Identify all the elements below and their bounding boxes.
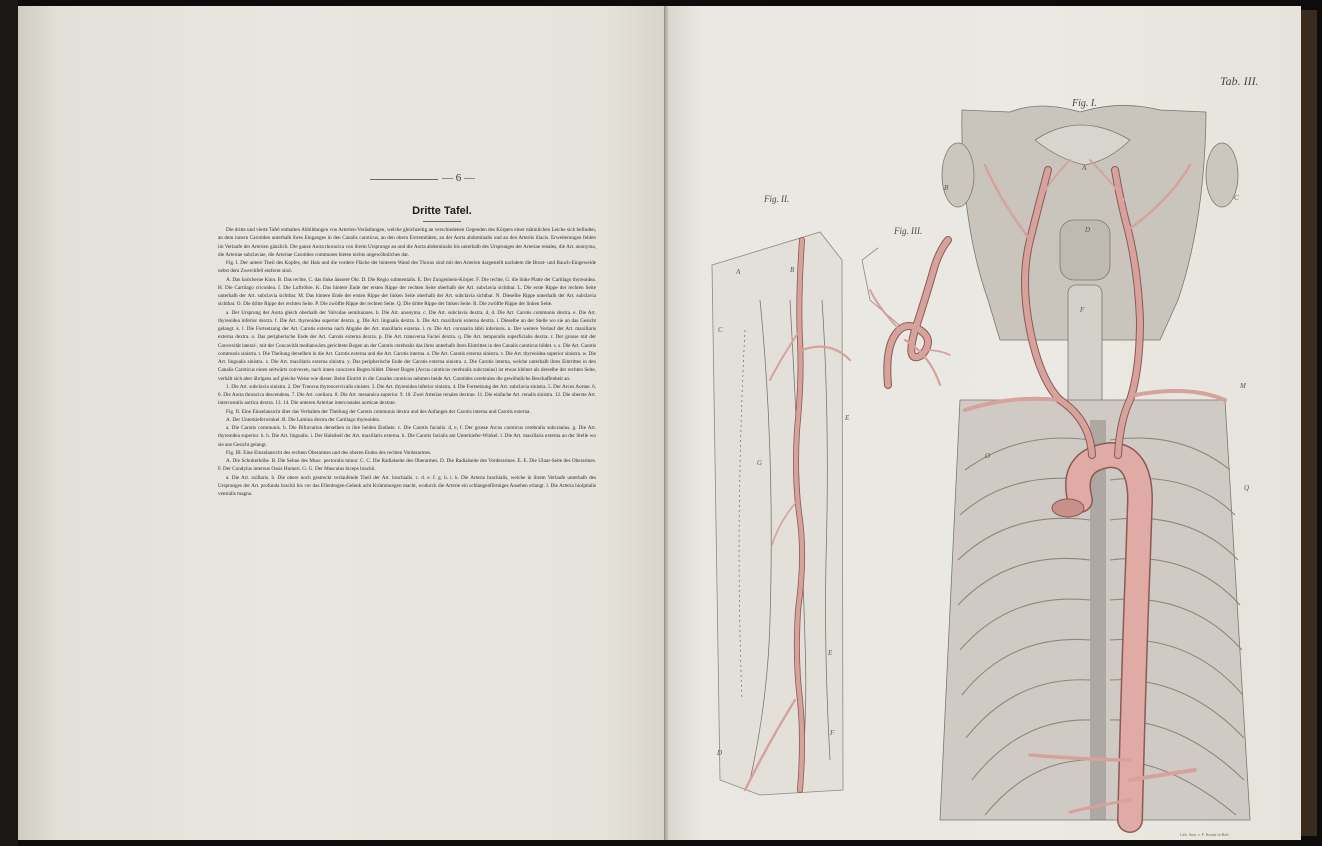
svg-text:O: O — [985, 452, 991, 460]
paragraph-fig3-lowercase: a. Die Art. axillaris. b. Die obere noch gestreckt verlaufende Theil der Art. brachialis. c. d. e. f. g. h. i. k. Die Arteria brachialis, welche in ihrem Verlaufe unterhalb des Ursprunges der Art. profunda brachii bis vor das Ellenbogen-Gelenk acht Krümmungen macht, wodurch die Arterie ein schlangenförmiges Ansehen erlangt. l. Die Arteria hiolpitalis ventralis magna. — [218, 474, 596, 497]
paragraph-fig1-capitals: A. Das knöcherne Kinn. B. Das rechte, C. das linke äussere Ohr. D. Die Regio submentalis. E. Der Zungenbein-Körper. F. Die rechte, G. die linke Platte der Cartilago thyreoidea. H. Die Cartilago cricoidea. I. Die Luftröhre. K. Das hintere Ende der ersten Rippe der rechten Seite oberhalb der Art. subclavia sichtbar. L. Die erste Rippe der rechten Seite unterhalb der Art. subclavia sichtbar. M. Das hintere Ende der ersten Rippe der linken Seite oberhalb der Art. subclavia sichtbar. N. Dieselbe Rippe unterhalb der Art. subclavia sichtbar. O. Die dritte Rippe der rechten Seite. P. Die zwölfte Rippe der rechten Seite. Q. Die dritte Rippe der linken Seite. R. Die zwölfte Rippe der linken Seite. — [218, 276, 596, 308]
svg-text:D: D — [717, 749, 723, 757]
fig2-label: Fig. II. — [764, 194, 790, 204]
paragraph-fig1-numbers: 1. Die Art. subclavia sinistra. 2. Der Truncus thyreocervicalis sinister. 3. Die Art. thyreoidea inferior sinistra. 4. Die Fortsetzung der Art. subclavia sinistra. 5. Der Arcus Aortae. 6. 6. Die Aorta thoracica descendens. 7. Die Art. coeliaca. 8. Die Art. mesaraica superior. 9. 10. Zwei Arteriae renales dextrae. 11. Die einfache Art. renalis sinistra. 12. Die oberste Art. intercostalis aortica dextra. 13. 14. Die unteren Arteriae intercostales aorticae dextrae. — [218, 383, 596, 407]
svg-text:C: C — [1234, 194, 1239, 202]
svg-text:F: F — [830, 729, 835, 737]
svg-text:A: A — [736, 268, 741, 276]
svg-text:G: G — [757, 459, 763, 467]
page-number: — 6 — — [442, 172, 475, 184]
fig3-label: Fig. III. — [894, 226, 923, 236]
paragraph-fig1-title: Fig. I. Der untere Theil des Kopfes, der Hals und die vordere Fläche der hinteren Wand des Thorax sind mit den Arterien dargestellt nachdem die Brust- und Bauch-Eingeweide nebst dem Zwerchfell entfernt sind. — [218, 260, 596, 275]
svg-text:C: C — [718, 326, 723, 334]
svg-text:F: F — [1080, 306, 1085, 314]
svg-text:B: B — [790, 266, 795, 274]
page-heading: Dritte Tafel. — [412, 205, 472, 217]
svg-text:D: D — [1085, 226, 1091, 234]
fig1-label: Fig. I. — [1072, 98, 1097, 109]
plate-title: Tab. III. — [1220, 74, 1259, 88]
paragraph-fig1-lowercase: a. Der Ursprung der Aorta gleich oberhalb der Valvulae semilunares. b. Die Art. anonyma. c. Die Art. subclavia dextra. d, d. Die Art. Carotis communis dextra. e. Die Art. thyreoidea inferior dextra. f. Die Art. thyreoidea superior dextra. g. Die Art. lingualis dextra. h. Die Art. maxillaris externa dextra. i. Dieselbe an der Stelle wo sie an das Gesicht gelangt. k. l. Die Fortsetzung der Art. Carotis externa nach Abgabe der Art. maxillaris externa. l. m. Die Art. coronaria labii inferioris. n. Der weitere Verlauf der Art. maxillaris externa dextra. o. Das peripherische Ende der Art. Carotis externa dextra. p. Die Art. transversa Faciei dextra. q. Die Art. temporalis superficialis dextra. r. Der grosse mit der Convexität lateral-, mit der Concavität medianwärts gerichtete Bogen an der Carotis cerebralis das ihres unterhalb ihres Eintrittes in den Canalis caroticus bildet. s. s. Die Art. Carotis communis sinistra. t. Die Theilung derselben in die Art. Carotis externa und die Art. Carotis interna. u. Die Art. Carotis externa sinistra. v. Die Art. thyreoidea superior sinistra. w. Die Art. lingualis sinistra. x. Die Art. maxillaris externa sinistra. y. Das peripherische Ende der Carotis externa sinistra. z. Die Carotis interna, welche unterhalb ihres Eintrittes in den Canalis Caroticus einen seitwärts convexen, nach innen concaven Bogen bildet. Dieser Bogen (Arcus caroticus cerebralis subcranius) ist etwas kleiner als derselbe der rechten Seite, verhält sich aber übrigens auf gleiche Weise wie dieser. Beim Eintritt in die Canales caroticos nehmen beide Art. Carotides cerebrales die gewöhnliche Beschaffenheit an. — [218, 309, 596, 382]
svg-text:E: E — [845, 414, 850, 422]
svg-text:E: E — [828, 649, 833, 657]
svg-text:B: B — [944, 184, 949, 192]
paragraph-fig3-title: Fig. III. Eine Einzelansicht des rechten Oberarmes und des oberen Endes des rechten Vorderarmes. — [226, 449, 432, 456]
fig3-arm-illustration — [712, 232, 843, 795]
svg-text:A: A — [1082, 164, 1087, 172]
svg-text:Q: Q — [1244, 484, 1250, 492]
paragraph-intro: Die dritte und vierte Tafel enthalten Abbildungen von Arterien-Verästlungen, welche gleichzeitig an verschiedenen Gegenden des Körpers einer männlichen Leiche sich befinden, an dem innern Carotiden unterhalb ihres Einganges in den Canalis caroticus, an den obern Extremitäten, an der Aorta abdominalis und an den Arteriis iliacis. Erweiterungen fehlen im Verlaufe der Arterien gänzlich. Die ganze Aorta thoracica von ihrem Ursprunge an und die Aorta abdominalis bis unterhalb des Ursprunges der Arteriae renales, die Art. anonyma, die Arteriae subclaviae, die Arteriae Carotides communes bieten nichts ungewöhnliches dar. — [218, 227, 596, 258]
paragraph-fig2-lowercase: a. Die Carotis communis. b. Die Bifurcation derselben in ihre beiden Endäste. c. Die Carotis facialis. d, e, f. Der grosse Arcus caroticus cerebralis subcranius. g. Die Art. thyreoidea superior. h. h. Die Art. lingualis. i. Der Halstheil der Art. maxillaris externa. k. Die Carotis facialis am Unterkiefer-Winkel. l. Die Art. maxillaris externa an der Stelle wo sie ans Gesicht gelangt. — [218, 425, 596, 448]
svg-text:M: M — [1240, 382, 1246, 390]
paragraph-fig2-title: Fig. II. Eine Einzelansicht über das Verhalten der Theilung der Carotis communis dextra und des Anfanges der Carotis interna und Carotis externa. — [226, 408, 531, 415]
fig2-carotid-detail — [862, 240, 950, 385]
lithographer-imprint: Lith. Anst. v. F. Krautz in Berl. — [1180, 832, 1230, 837]
paragraph-fig3-capitals: A. Die Schulterhöhe. B. Die Sehne des Musc. pectoralis minor. C. C. Die Radialseite des Oberarmes. D. Die Radialseite des Vorderarmes. E. E. Die Ulnar-Seite des Oberarmes. F. Der Condylus internus Ossis Humeri. G. G. Der Musculus biceps brachii. — [218, 458, 596, 473]
paragraph-fig2-capitals: A. Der Unterkieferwinkel. B. Die Lamina dextra der Cartilago thyreoidea. — [226, 416, 380, 423]
